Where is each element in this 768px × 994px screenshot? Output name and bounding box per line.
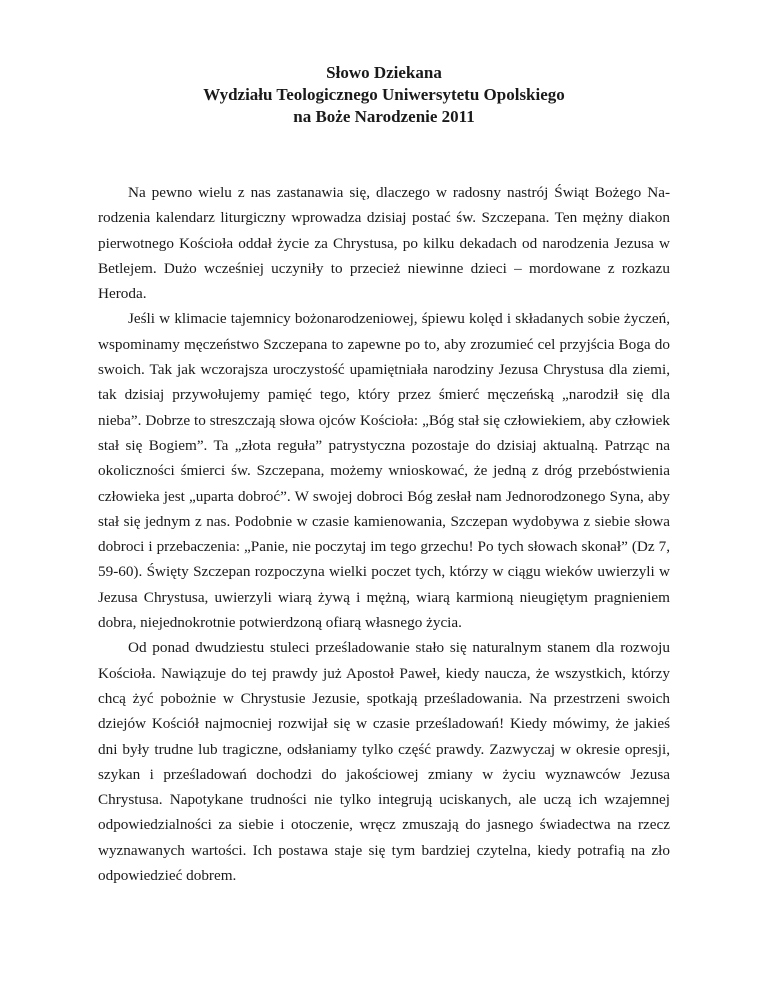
paragraph-2: Jeśli w klimacie tajemnicy bożonarodzeniowej, śpiewu kolęd i składanych sobie życzeń, wspominamy męczeństwo Szczepana to zapewne po to, aby zrozumieć cel przyjścia Boga do swoich. Tak jak wczorajsza uroczystość upamiętniała narodziny Jezusa Chrystusa dla ziemi, tak dzisiaj przywołujemy pamięć tego, który przez śmierć męczeńską „narodził się dla nieba”. Dobrze to streszczają słowa ojców Kościoła: „Bóg stał się człowiekiem, aby człowiek stał się Bogiem”. Ta „złota reguła” patrystyczna pozostaje do dzisiaj aktualną. Patrząc na okoliczności śmierci św. Szczepana, możemy wnioskować, że jedną z dróg przebóstwienia człowieka jest „uparta dobroć”. W swojej dobroci Bóg zesłał nam Jednorodzonego Syna, aby stał się jednym z nas. Podobnie w czasie kamienowania, Szczepan wydobywa z siebie słowa dobroci i przebaczenia: „Panie, nie poczytaj im tego grzechu! Po tych słowach skonał” (Dz 7, 59-60). Święty Szczepan rozpoczyna wielki poczet tych, którzy w ciągu wieków uwierzyli w Jezusa Chrystusa, uwierzyli wiarą żywą i mężną, wiarą karmioną nieugiętym pragnieniem dobra, niejednokrotnie potwierdzoną ofiarą własnego życia. [98, 310, 670, 632]
title-line-2: Wydziału Teologicznego Uniwersytetu Opolskiego [203, 85, 565, 104]
document-title [98, 62, 670, 128]
title-line-3: na Boże Narodzenie 2011 [293, 107, 475, 126]
paragraph-3: Od ponad dwudziestu stuleci prześladowanie stało się naturalnym stanem dla rozwoju Kościoła. Nawiązuje do tej prawdy już Apostoł Paweł, kiedy naucza, że wszystkich, którzy chcą żyć pobożnie w Chrystusie Jezusie, spotkają prześladowania. Na przestrzeni swoich dziejów Kościół najmocniej rozwijał się w czasie prześladowań! Kiedy mówimy, że jakieś dni były trudne lub tragiczne, odsłaniamy tylko część prawdy. Zazwyczaj w okresie opresji, szykan i prześladowań dochodzi do jakościowej zmiany w życiu wyznawców Jezusa Chrystusa. Napotykane trudności nie tylko integrują uciskanych, ale uczą ich wzajemnej odpowiedzialności za siebie i otoczenie, wręcz zmuszają do jasnego świadectwa na rzecz wyznawanych wartości. Ich postawa staje się tym bardziej czytelna, kiedy potrafią na zło odpowiedzieć dobrem. [98, 639, 670, 885]
paragraph-1: Na pewno wielu z nas zastanawia się, dlaczego w radosny nastrój Świąt Bożego Narodzenia kalendarz liturgiczny wprowadza dzisiaj postać św. Szczepana. Ten mężny diakon pierwotnego Kościoła oddał życie za Chrystusa, po kilku dekadach od narodzenia Jezusa w Betlejem. Dużo wcześniej uczyniły to przecież niewinne dzieci – mordowane z rozkazu Heroda. [98, 184, 670, 303]
title-line-1: Słowo Dziekana [326, 63, 442, 82]
document-body [98, 180, 670, 888]
